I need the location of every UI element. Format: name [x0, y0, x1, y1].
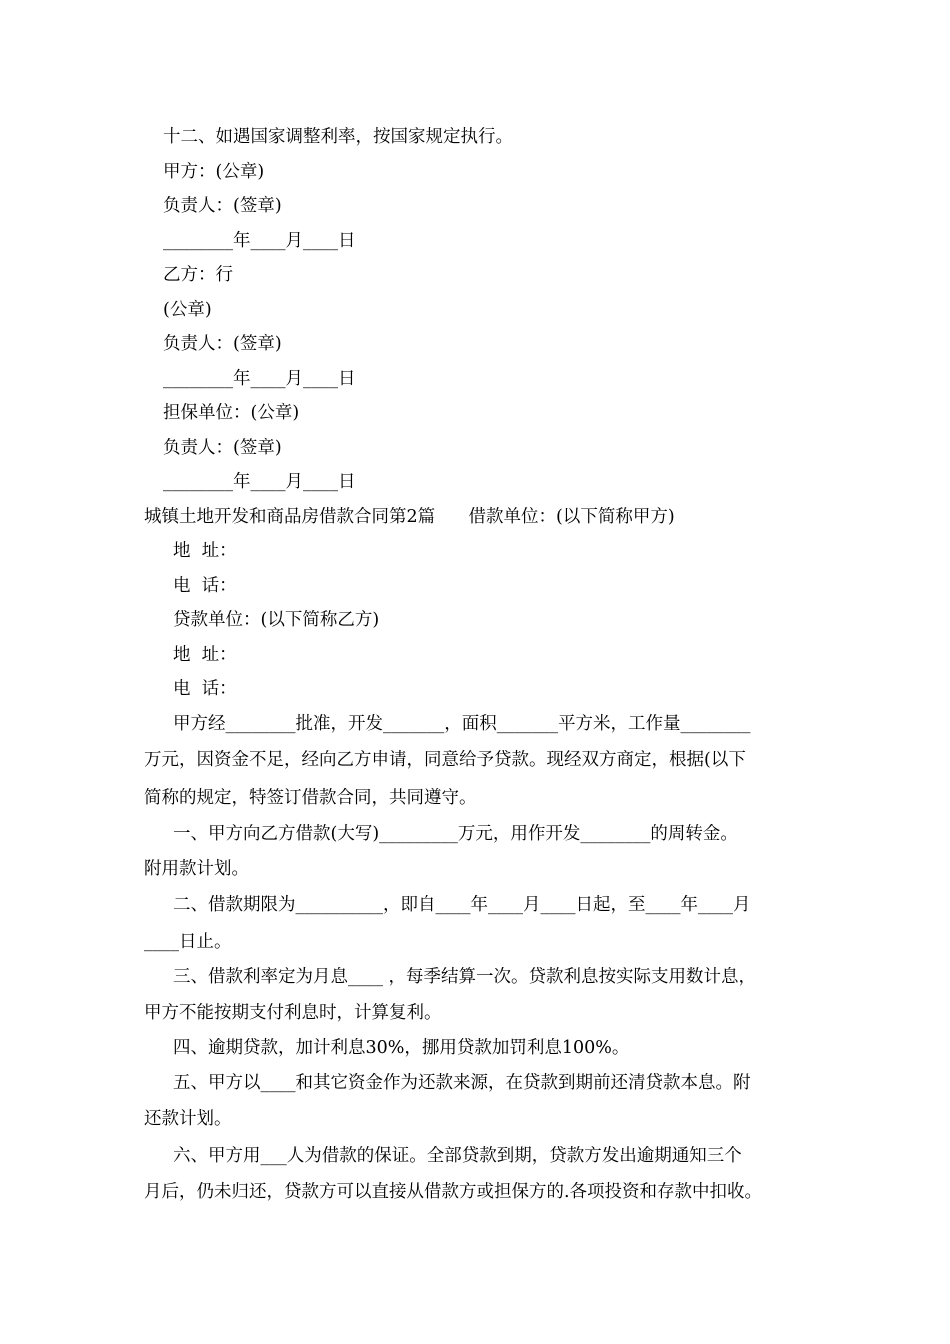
borrower-address: 地 址：	[173, 541, 237, 561]
party-a-date: ________年____月____日	[163, 231, 356, 251]
borrower-phone: 电 话：	[173, 576, 237, 596]
clause-5-line-2: 还款计划。	[144, 1109, 232, 1129]
lender-phone: 电 话：	[173, 679, 237, 699]
clause-1-line-1: 一、甲方向乙方借款(大写)_________万元，用作开发________的周转金。	[173, 824, 738, 844]
lender-address: 地 址：	[173, 645, 237, 665]
preamble-line-1: 甲方经________批准，开发_______，面积_______平方米，工作量________	[173, 714, 751, 734]
lender-unit: 贷款单位：(以下简称乙方)	[173, 610, 380, 630]
clause-3-line-2: 甲方不能按期支付利息时，计算复利。	[144, 1003, 442, 1023]
clause-4: 四、逾期贷款，加计利息30%，挪用贷款加罚利息100%。	[173, 1038, 630, 1058]
party-b-bank: 乙方：行	[163, 265, 233, 285]
party-b-seal: (公章)	[163, 300, 212, 320]
clause-6-line-1: 六、甲方用___人为借款的保证。全部贷款到期，贷款方发出逾期通知三个	[173, 1146, 742, 1166]
clause-3-line-1: 三、借款利率定为月息____ ，每季结算一次。贷款利息按实际支用数计息，	[173, 967, 757, 987]
guarantor-seal: 担保单位：(公章)	[163, 403, 300, 423]
party-a-seal: 甲方：(公章)	[163, 162, 265, 182]
preamble-line-2: 万元，因资金不足，经向乙方申请，同意给予贷款。现经双方商定，根据(以下	[144, 750, 746, 770]
clause-12: 十二、如遇国家调整利率，按国家规定执行。	[163, 127, 513, 147]
preamble-line-3: 简称的规定，特签订借款合同，共同遵守。	[144, 788, 477, 808]
guarantor-representative: 负责人：(签章)	[163, 438, 282, 458]
guarantor-date: ________年____月____日	[163, 472, 356, 492]
party-a-representative: 负责人：(签章)	[163, 196, 282, 216]
clause-2-line-2: ____日止。	[144, 932, 232, 952]
party-b-date: ________年____月____日	[163, 369, 356, 389]
clause-2-line-1: 二、借款期限为__________，即自____年____月____日起，至____年____月	[173, 895, 751, 915]
contract-title-borrower: 城镇土地开发和商品房借款合同第2篇 借款单位：(以下简称甲方)	[144, 507, 675, 527]
party-b-representative: 负责人：(签章)	[163, 334, 282, 354]
clause-1-line-2: 附用款计划。	[144, 859, 249, 879]
clause-5-line-1: 五、甲方以____和其它资金作为还款来源，在贷款到期前还清贷款本息。附	[173, 1073, 751, 1093]
clause-6-line-2: 月后，仍未归还，贷款方可以直接从借款方或担保方的.各项投资和存款中扣收。	[144, 1182, 763, 1202]
